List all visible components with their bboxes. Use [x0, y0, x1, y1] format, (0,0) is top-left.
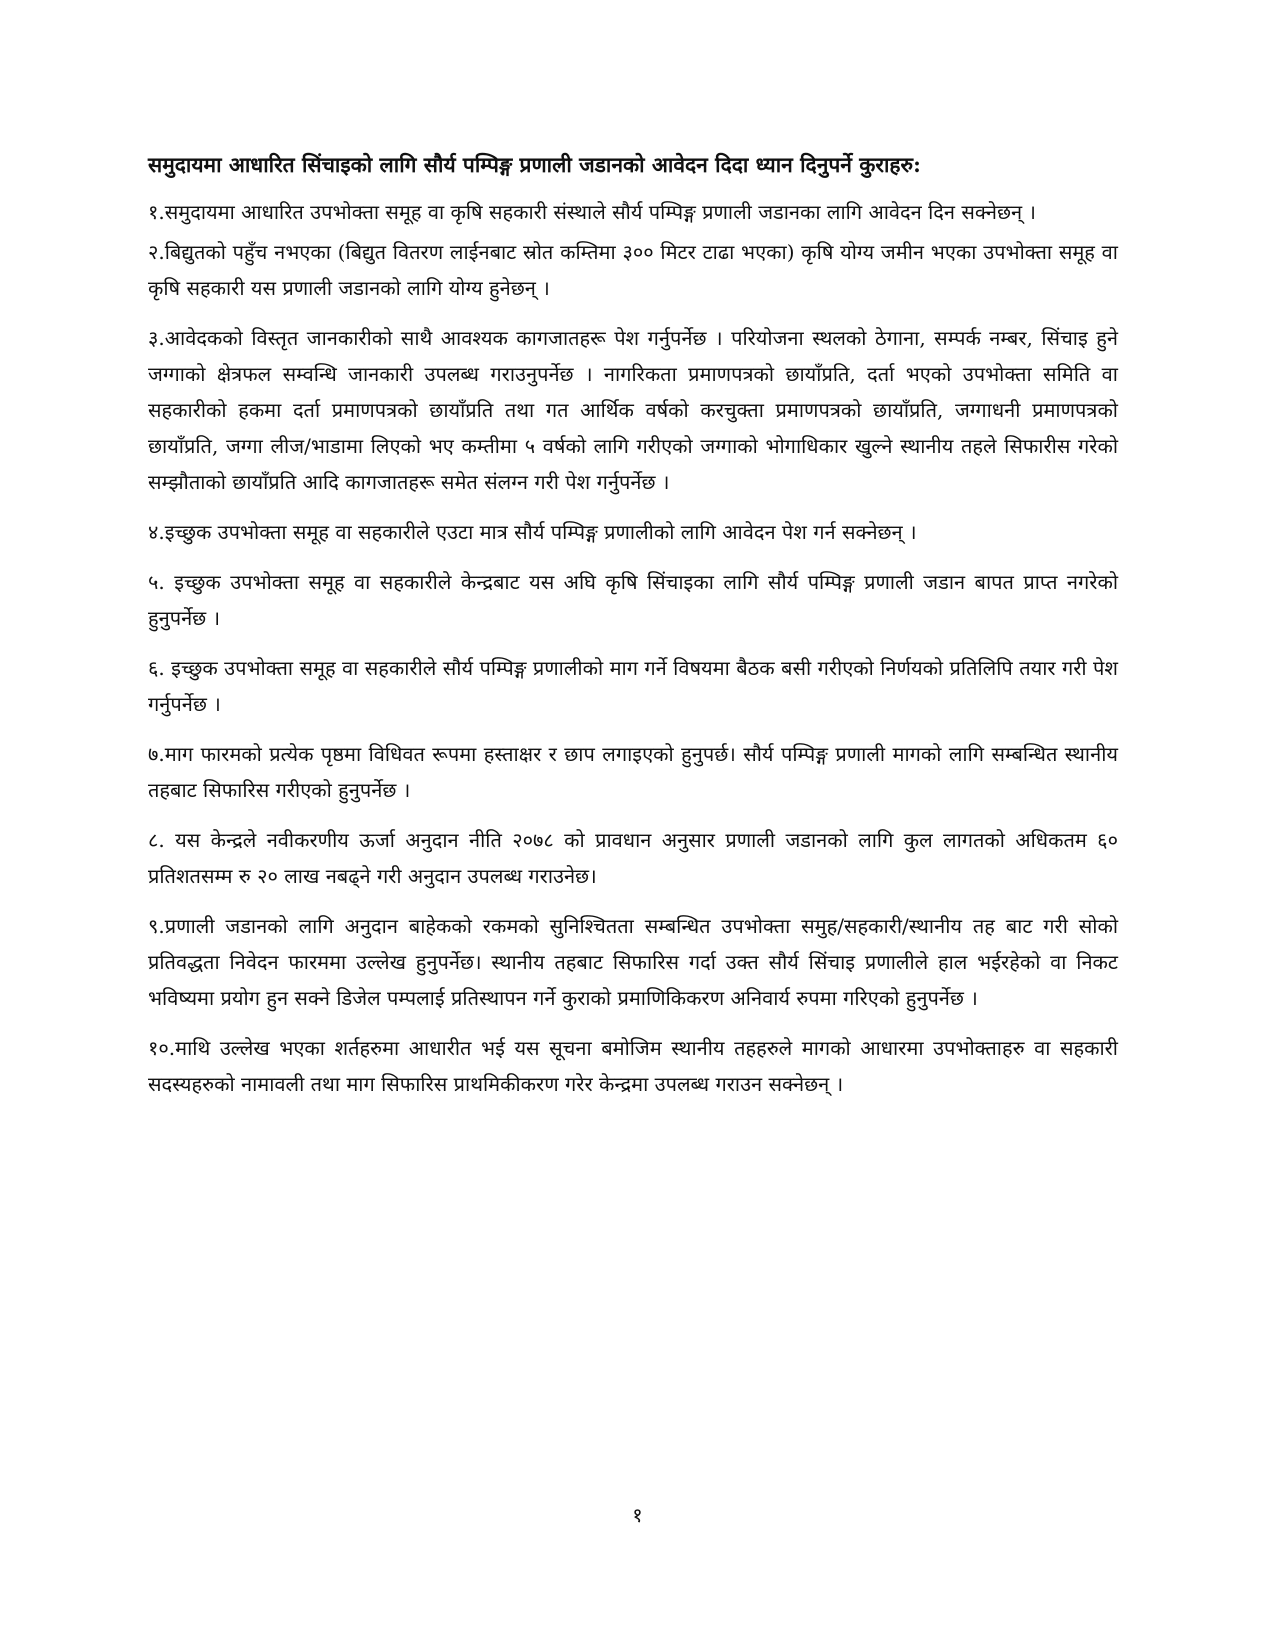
point-2: २.बिद्युतको पहुँच नभएका (बिद्युत वितरण लाईनबाट स्रोत कम्तिमा ३०० मिटर टाढा भएका) कृषि योग्य जमीन भएका उपभोक्ता समूह वा कृषि सहकारी यस प्रणाली जडानको लागि योग्य हुनेछन् ।: [148, 240, 1118, 300]
point-6: ६. इच्छुक उपभोक्ता समूह वा सहकारीले सौर्य पम्पिङ्ग प्रणालीको माग गर्ने विषयमा बैठक बसी गरीएको निर्णयको प्रतिलिपि तयार गरी पेश गर्नुपर्नेछ ।: [148, 656, 1118, 716]
point-7: ७.माग फारमको प्रत्येक पृष्ठमा विधिवत रूपमा हस्ताक्षर र छाप लगाइएको हुनुपर्छ। सौर्य पम्पिङ्ग प्रणाली मागको लागि सम्बन्धित स्थानीय तहबाट सिफारिस गरीएको हुनुपर्नेछ ।: [148, 742, 1118, 802]
point-3: ३.आवेदकको विस्तृत जानकारीको साथै आवश्यक कागजातहरू पेश गर्नुपर्नेछ । परियोजना स्थलको ठेगाना, सम्पर्क नम्बर, सिंचाइ हुने जग्गाको क्षेत्रफल सम्वन्धि जानकारी उपलब्ध गराउनुपर्नेछ । नागरिकता प्रमाणपत्रको छायाँप्रति, दर्ता भएको उपभोक्ता समिति वा सहकारीको हकमा दर्ता प्रमाणपत्रको छायाँप्रति तथा गत आर्थिक वर्षको करचुक्ता प्रमाणपत्रको छायाँप्रति, जग्गाधनी प्रमाणपत्रको छायाँप्रति, जग्गा लीज/भाडामा लिएको भए कम्तीमा ५ वर्षको लागि गरीएको जग्गाको भोगाधिकार खुल्ने स्थानीय तहले सिफारीस गरेको सम्झौताको छायाँप्रति आदि कागजातहरू समेत संलग्न गरी पेश गर्नुपर्नेछ ।: [148, 326, 1118, 494]
document-body: [148, 148, 1118, 1116]
page-number: १: [632, 1503, 643, 1527]
point-4: ४.इच्छुक उपभोक्ता समूह वा सहकारीले एउटा मात्र सौर्य पम्पिङ्ग प्रणालीको लागि आवेदन पेश गर्न सक्नेछन् ।: [148, 520, 917, 544]
point-10: १०.माथि उल्लेख भएका शर्तहरुमा आधारीत भई यस सूचना बमोजिम स्थानीय तहहरुले मागको आधारमा उपभोक्ताहरु वा सहकारी सदस्यहरुको नामावली तथा माग सिफारिस प्राथमिकीकरण गरेर केन्द्रमा उपलब्ध गराउन सक्नेछन् ।: [148, 1036, 1118, 1096]
document-title: समुदायमा आधारित सिंचाइको लागि सौर्य पम्पिङ्ग प्रणाली जडानको आवेदन दिदा ध्यान दिनुपर्ने कुराहरु:: [148, 152, 921, 177]
point-9: ९.प्रणाली जडानको लागि अनुदान बाहेकको रकमको सुनिश्चितता सम्बन्धित उपभोक्ता समुह/सहकारी/स्थानीय तह बाट गरी सोको प्रतिवद्धता निवेदन फारममा उल्लेख हुनुपर्नेछ। स्थानीय तहबाट सिफारिस गर्दा उक्त सौर्य सिंचाइ प्रणालीले हाल भईरहेको वा निकट भविष्यमा प्रयोग हुन सक्ने डिजेल पम्पलाई प्रतिस्थापन गर्ने कुराको प्रमाणिकिकरण अनिवार्य रुपमा गरिएको हुनुपर्नेछ ।: [148, 914, 1118, 1010]
point-5: ५. इच्छुक उपभोक्ता समूह वा सहकारीले केन्द्रबाट यस अघि कृषि सिंचाइका लागि सौर्य पम्पिङ्ग प्रणाली जडान बापत प्राप्त नगरेको हुनुपर्नेछ ।: [148, 570, 1118, 630]
point-8: ८. यस केन्द्रले नवीकरणीय ऊर्जा अनुदान नीति २०७८ को प्रावधान अनुसार प्रणाली जडानको लागि कुल लागतको अधिकतम ६० प्रतिशतसम्म रु २० लाख नबढ्ने गरी अनुदान उपलब्ध गराउनेछ।: [148, 828, 1118, 888]
point-1: १.समुदायमा आधारित उपभोक्ता समूह वा कृषि सहकारी संस्थाले सौर्य पम्पिङ्ग प्रणाली जडानका लागि आवेदन दिन सक्नेछन् ।: [148, 200, 1036, 224]
